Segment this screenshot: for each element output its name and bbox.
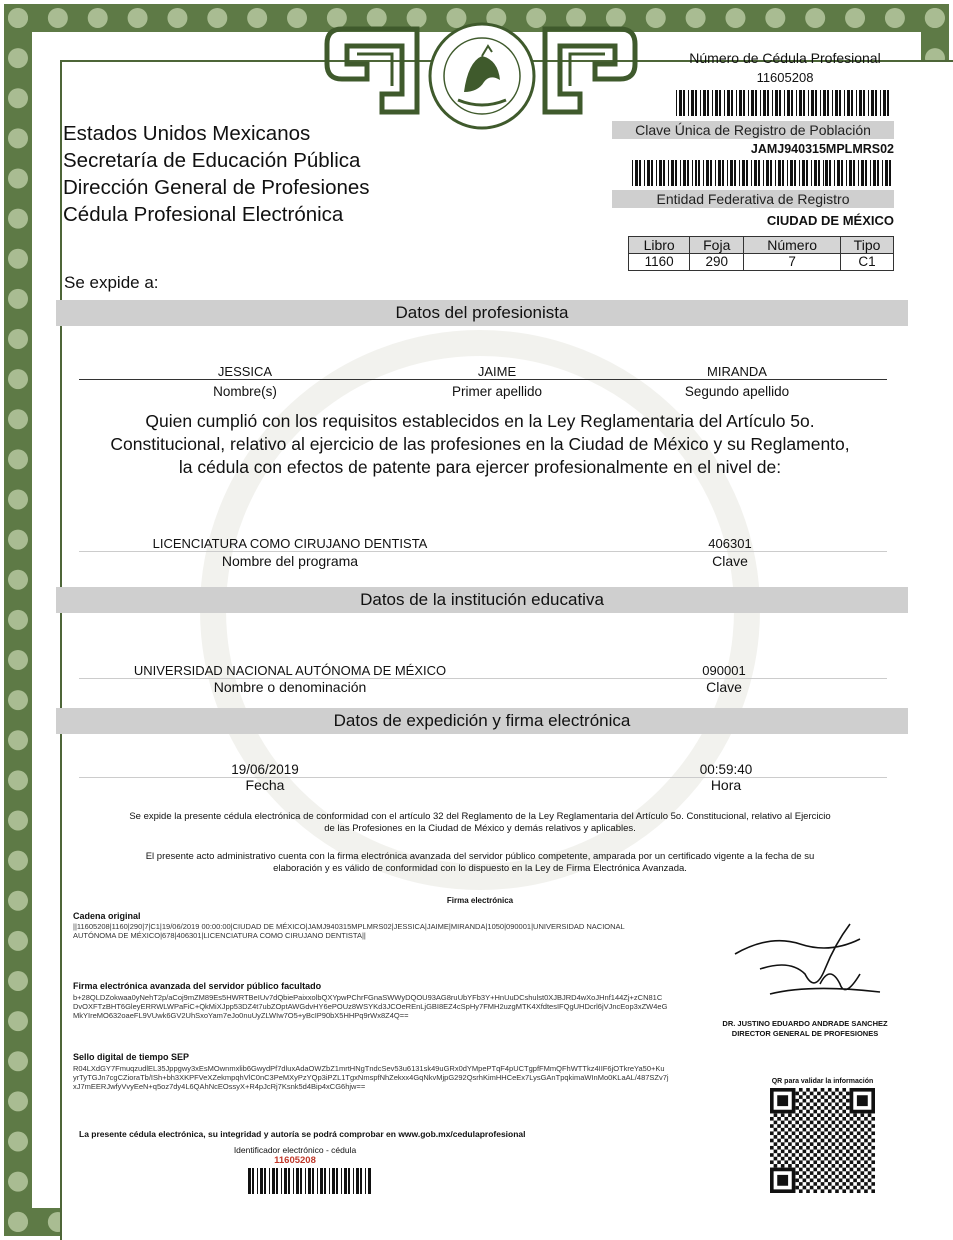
barcode-bar: [859, 90, 862, 116]
registry-table: [628, 236, 894, 271]
section-expedicion: Datos de expedición y firma electrónica: [56, 708, 908, 734]
registry-header-foja: Foja: [690, 237, 744, 254]
barcode-bar: [746, 160, 748, 186]
barcode-bar: [695, 90, 697, 116]
barcode-bar: [882, 160, 883, 186]
barcode-bar: [336, 1168, 338, 1194]
barcode-bar: [751, 160, 752, 186]
barcode-bar: [719, 90, 721, 116]
barcode-bar: [644, 160, 645, 186]
institution-name-label: Nombre o denominación: [213, 679, 367, 695]
cedula-number-label: Número de Cédula Profesional: [689, 50, 881, 66]
barcode-bar: [368, 1168, 371, 1194]
ornament-left-icon: [322, 24, 422, 116]
barcode-bar: [707, 90, 709, 116]
barcode-bar: [858, 160, 859, 186]
barcode-bar: [837, 160, 840, 186]
barcode-bar: [865, 160, 867, 186]
barcode-bar: [736, 90, 737, 116]
servidor-signature: [73, 993, 713, 1020]
barcode-bar: [663, 160, 665, 186]
handwritten-signature-icon: [730, 914, 890, 1014]
statement-paragraph: [50, 410, 910, 479]
barcode-bar: [835, 90, 838, 116]
verification-text: La presente cédula electrónica, su integridad y autoría se podrá comprobar en www.gob.mx/cedulaprofesional: [79, 1129, 526, 1139]
barcode-bar: [875, 90, 877, 116]
program-name-label: Nombre del programa: [221, 553, 359, 569]
barcode-bar: [687, 160, 689, 186]
barcode-bar: [269, 1168, 270, 1194]
issue-date: 19/06/2019: [231, 762, 299, 777]
cadena-line-1: ||11605208|1160|290|7|C1|19/06/2019 00:00:00|CIUDAD DE MÉXICO|JAMJ940315MPLMRS02|JESSICA|JAIME|MIRANDA|1050|090001|UNIVERSIDAD NACIONAL: [73, 922, 625, 931]
issuer-header: [63, 120, 370, 228]
barcode-bar: [692, 160, 693, 186]
barcode-bar: [688, 90, 689, 116]
barcode-bar: [727, 90, 730, 116]
barcode-bar: [276, 1168, 278, 1194]
legal-paragraph-1: [60, 811, 900, 835]
program-code: 406301: [708, 536, 752, 551]
barcode-bar: [639, 160, 641, 186]
barcode-bar: [748, 90, 749, 116]
legal-p1-line-2: de las Profesiones en la Ciudad de México y demás relativos y aplicables.: [324, 823, 636, 834]
legal-p2-line-2: elaboración y es válido de conformidad con lo dispuesto en la Ley de Firma Electrónica Avanzada.: [273, 863, 687, 874]
barcode-bar: [818, 160, 820, 186]
statement-line-3: la cédula con efectos de patente para ejercer profesionalmente en el nivel de:: [178, 457, 782, 477]
barcode-bar: [868, 90, 869, 116]
sello-line-3: xJ7mEERJwfyVvyEeN+q5oz7dy4L6QAhNcEOssyX+R4pJcRj7Ksnk5d4Bip4xCG6hjw==: [73, 1082, 366, 1091]
barcode-bar: [851, 90, 853, 116]
issue-date-label: Fecha: [245, 777, 285, 793]
barcode-bar: [341, 1168, 342, 1194]
barcode-bar: [700, 90, 701, 116]
cedula-barcode: [676, 90, 894, 116]
barcode-bar: [889, 160, 891, 186]
first-name: JESSICA: [217, 364, 273, 379]
first-surname-label: Primer apellido: [451, 384, 543, 399]
registry-header-tipo: Tipo: [841, 237, 894, 254]
barcode-bar: [332, 1168, 335, 1194]
signer-title: DIRECTOR GENERAL DE PROFESIONES: [731, 1029, 879, 1038]
institution-code-label: Clave: [706, 679, 742, 695]
barcode-bar: [815, 90, 817, 116]
curp-barcode: [632, 160, 894, 186]
barcode-bar: [679, 90, 682, 116]
barcode-bar: [856, 90, 857, 116]
barcode-bar: [791, 90, 793, 116]
firma-title: Firma electrónica: [446, 896, 514, 905]
barcode-bar: [305, 1168, 306, 1194]
identificador-barcode: [248, 1168, 374, 1194]
program-name: LICENCIATURA COMO CIRUJANO DENTISTA: [152, 536, 428, 551]
barcode-bar: [796, 90, 797, 116]
barcode-bar: [683, 160, 686, 186]
sello-line-1: R04LXdGY7FmuqzudlEL35Jppgwy3xEsMOwnmxlib6GwydPf7dluxAdaOWZbZ1mrtHNgTndcSev53u6131sk49uGRx0dYMpePTqF4pUCTgpfFMmQFhWTTkz4IIF6jOTkreYa50+Ku: [73, 1064, 665, 1073]
barcode-bar: [300, 1168, 302, 1194]
barcode-bar: [877, 160, 879, 186]
barcode-bar: [724, 90, 725, 116]
barcode-bar: [778, 160, 781, 186]
barcode-bar: [308, 1168, 311, 1194]
barcode-bar: [296, 1168, 299, 1194]
barcode-bar: [257, 1168, 258, 1194]
servidor-line-1: b+28QLDZokwaa0yNehT2p/aCoj9mZM89Es5HWRTBeIUv7dQbiePaixxolbQXYpwPChrFGnaSWWyDQOU93AG8ruUbYFb3Y+HnUuDCshulst0XJBJRD4wXoJHnf144Zj+zCN81C: [73, 993, 663, 1002]
curp-value: JAMJ940315MPLMRS02: [750, 142, 894, 156]
national-seal-icon: [428, 22, 536, 130]
barcode-bar: [814, 160, 817, 186]
barcode-bar: [683, 90, 685, 116]
barcode-bar: [775, 90, 778, 116]
barcode-bar: [772, 90, 773, 116]
cedula-number-value: 11605208: [756, 70, 814, 85]
barcode-bar: [676, 90, 677, 116]
entidad-value: CIUDAD DE MÉXICO: [766, 213, 894, 228]
barcode-bar: [760, 90, 761, 116]
barcode-bar: [344, 1168, 347, 1194]
identificador-value: 11605208: [274, 1155, 316, 1166]
barcode-bar: [353, 1168, 354, 1194]
barcode-bar: [832, 90, 833, 116]
barcode-bar: [766, 160, 769, 186]
barcode-bar: [293, 1168, 294, 1194]
program-code-label: Clave: [712, 553, 748, 569]
sello-line-2: yrTyTGJn7cgCZioraTb/ISh+bh3XKPFVeXZekmpqhVlC0nC3PeMXyPzYQp3iPZL1TgxNmspfNhZekxx4GqNkvMjpG292QsrhKimHHCeEx7LysGAnTpqkimaWInMo0KLaAL/487SZv7j: [73, 1073, 669, 1082]
barcode-bar: [248, 1168, 251, 1194]
registry-header-libro: Libro: [629, 237, 690, 254]
barcode-bar: [281, 1168, 282, 1194]
barcode-bar: [356, 1168, 359, 1194]
barcode-bar: [656, 160, 657, 186]
sello-digital: [73, 1064, 723, 1091]
barcode-bar: [825, 160, 828, 186]
issued-to-label: Se expide a:: [64, 273, 159, 292]
barcode-bar: [767, 90, 769, 116]
barcode-bar: [284, 1168, 287, 1194]
barcode-bar: [885, 160, 888, 186]
barcode-bar: [718, 160, 721, 186]
barcode-bar: [712, 90, 713, 116]
barcode-bar: [787, 90, 790, 116]
servidor-line-3: MkYIreMO632oaeFL9VUwk6GV2UhSxoYam7eJo0nuUyZLWIw7O5+yBcIP90bX5HHPq9rWx8Z4Q==: [73, 1011, 409, 1020]
sello-label: Sello digital de tiempo SEP: [73, 1052, 190, 1062]
barcode-bar: [839, 90, 841, 116]
barcode-bar: [841, 160, 843, 186]
barcode-bar: [823, 90, 826, 116]
barcode-bar: [844, 90, 845, 116]
barcode-bar: [849, 160, 852, 186]
barcode-bar: [811, 160, 812, 186]
barcode-bar: [846, 160, 847, 186]
barcode-bar: [324, 1168, 326, 1194]
barcode-bar: [710, 160, 712, 186]
second-surname: MIRANDA: [707, 364, 767, 379]
barcode-bar: [873, 160, 876, 186]
barcode-bar: [887, 90, 889, 116]
entidad-label: Entidad Federativa de Registro: [612, 190, 894, 208]
barcode-bar: [782, 160, 784, 186]
barcode-bar: [853, 160, 855, 186]
barcode-bar: [806, 160, 808, 186]
barcode-bar: [861, 160, 864, 186]
barcode-bar: [312, 1168, 314, 1194]
barcode-bar: [758, 160, 760, 186]
barcode-bar: [272, 1168, 275, 1194]
header-country: Estados Unidos Mexicanos: [63, 122, 311, 145]
barcode-bar: [808, 90, 809, 116]
barcode-bar: [799, 160, 800, 186]
barcode-bar: [751, 90, 754, 116]
cadena-label: Cadena original: [73, 911, 141, 921]
barcode-bar: [770, 160, 772, 186]
barcode-bar: [659, 160, 662, 186]
barcode-bar: [794, 160, 796, 186]
barcode-bar: [739, 90, 742, 116]
barcode-bar: [706, 160, 709, 186]
section-institucion: Datos de la institución educativa: [56, 587, 908, 613]
institution-name: UNIVERSIDAD NACIONAL AUTÓNOMA DE MÉXICO: [133, 663, 447, 678]
barcode-bar: [834, 160, 835, 186]
barcode-bar: [288, 1168, 290, 1194]
barcode-bar: [360, 1168, 362, 1194]
barcode-bar: [675, 160, 677, 186]
barcode-bar: [320, 1168, 323, 1194]
barcode-bar: [763, 160, 764, 186]
barcode-bar: [715, 160, 716, 186]
barcode-bar: [743, 90, 745, 116]
barcode-bar: [763, 90, 766, 116]
second-surname-label: Segundo apellido: [684, 384, 790, 399]
barcode-bar: [635, 160, 638, 186]
barcode-bar: [647, 160, 650, 186]
barcode-bar: [260, 1168, 263, 1194]
barcode-bar: [870, 160, 871, 186]
barcode-bar: [317, 1168, 318, 1194]
barcode-bar: [348, 1168, 350, 1194]
barcode-bar: [698, 160, 700, 186]
barcode-bar: [715, 90, 718, 116]
barcode-bar: [680, 160, 681, 186]
barcode-bar: [787, 160, 788, 186]
barcode-bar: [668, 160, 669, 186]
barcode-bar: [880, 90, 881, 116]
barcode-bar: [731, 90, 733, 116]
barcode-bar: [754, 160, 757, 186]
first-name-label: Nombre(s): [213, 384, 277, 399]
program-divider: [79, 551, 887, 552]
barcode-bar: [790, 160, 793, 186]
barcode-bar: [632, 160, 633, 186]
barcode-bar: [365, 1168, 366, 1194]
barcode-bar: [734, 160, 736, 186]
cadena-original: [73, 922, 703, 940]
barcode-bar: [803, 90, 805, 116]
name-divider: [79, 379, 887, 380]
institution-code: 090001: [702, 663, 746, 678]
barcode-bar: [739, 160, 740, 186]
servidor-line-2: DvOXFTzBHT6GleyERRWLWPaFiC+QkMiXJpp53DZ4t7ubZOptAWGdvHY6ePOUz8WSYKd3JCOeREnLjGBI8EZ4cSpHy7FMH2uzgMTK4XfdtesIFQgUHDcrl6jVJncEop3xZW4eG: [73, 1002, 668, 1011]
barcode-bar: [691, 90, 694, 116]
header-ministry: Secretaría de Educación Pública: [63, 149, 361, 172]
barcode-bar: [829, 160, 831, 186]
barcode-bar: [799, 90, 802, 116]
cadena-line-2: AUTÓNOMA DE MÉXICO|678|406301|LICENCIATURA COMO CIRUJANO DENTISTA||: [73, 931, 366, 940]
header-directorate: Dirección General de Profesiones: [63, 176, 370, 199]
qr-label: QR para validar la información: [771, 1078, 874, 1085]
barcode-bar: [651, 160, 653, 186]
barcode-bar: [775, 160, 776, 186]
barcode-bar: [329, 1168, 330, 1194]
barcode-bar: [730, 160, 733, 186]
signer-name: DR. JUSTINO EDUARDO ANDRADE SANCHEZ: [722, 1019, 888, 1028]
barcode-bar: [871, 90, 874, 116]
header-document-type: Cédula Profesional Electrónica: [63, 203, 344, 226]
barcode-bar: [784, 90, 785, 116]
section-profesionista: Datos del profesionista: [56, 300, 908, 326]
ornament-right-icon: [540, 24, 640, 116]
statement-line-2: Constitucional, relativo al ejercicio de las profesiones en la Ciudad de México y su Reglamento,: [110, 434, 850, 454]
barcode-bar: [820, 90, 821, 116]
barcode-bar: [742, 160, 745, 186]
statement-line-1: Quien cumplió con los requisitos establecidos en la Ley Reglamentaria del Artículo 5o.: [145, 411, 815, 431]
registry-header-numero: Número: [744, 237, 841, 254]
issue-time-label: Hora: [710, 777, 742, 793]
legal-paragraph-2: [60, 851, 900, 875]
barcode-bar: [695, 160, 698, 186]
barcode-bar: [823, 160, 824, 186]
barcode-bar: [671, 160, 674, 186]
issue-time: 00:59:40: [699, 762, 753, 777]
barcode-bar: [811, 90, 814, 116]
barcode-bar: [827, 90, 829, 116]
legal-p2-line-1: El presente acto administrativo cuenta con la firma electrónica avanzada del servidor público competente, amparada por un certificado vigente a la fecha de su: [145, 851, 815, 862]
barcode-bar: [863, 90, 865, 116]
barcode-bar: [703, 160, 704, 186]
barcode-bar: [779, 90, 781, 116]
identificador-label: Identificador electrónico - cédula: [233, 1145, 357, 1155]
barcode-bar: [264, 1168, 266, 1194]
registry-libro: 1160: [629, 254, 690, 271]
barcode-bar: [252, 1168, 254, 1194]
registry-numero: 7: [744, 254, 841, 271]
legal-p1-line-1: Se expide la presente cédula electrónica de conformidad con el artículo 32 del Reglamento de la Ley Reglamentaria del Artículo 5o. Constitucional, relativo al Ejercicio: [129, 811, 831, 822]
registry-tipo: C1: [841, 254, 894, 271]
barcode-bar: [722, 160, 724, 186]
barcode-bar: [802, 160, 805, 186]
qr-code-icon: [770, 1088, 875, 1193]
barcode-bar: [703, 90, 706, 116]
registry-foja: 290: [690, 254, 744, 271]
barcode-bar: [727, 160, 728, 186]
barcode-bar: [755, 90, 757, 116]
curp-label: Clave Única de Registro de Población: [612, 121, 894, 139]
servidor-signature-label: Firma electrónica avanzada del servidor público facultado: [73, 981, 322, 991]
barcode-bar: [883, 90, 886, 116]
barcode-bar: [847, 90, 850, 116]
first-surname: JAIME: [477, 364, 517, 379]
